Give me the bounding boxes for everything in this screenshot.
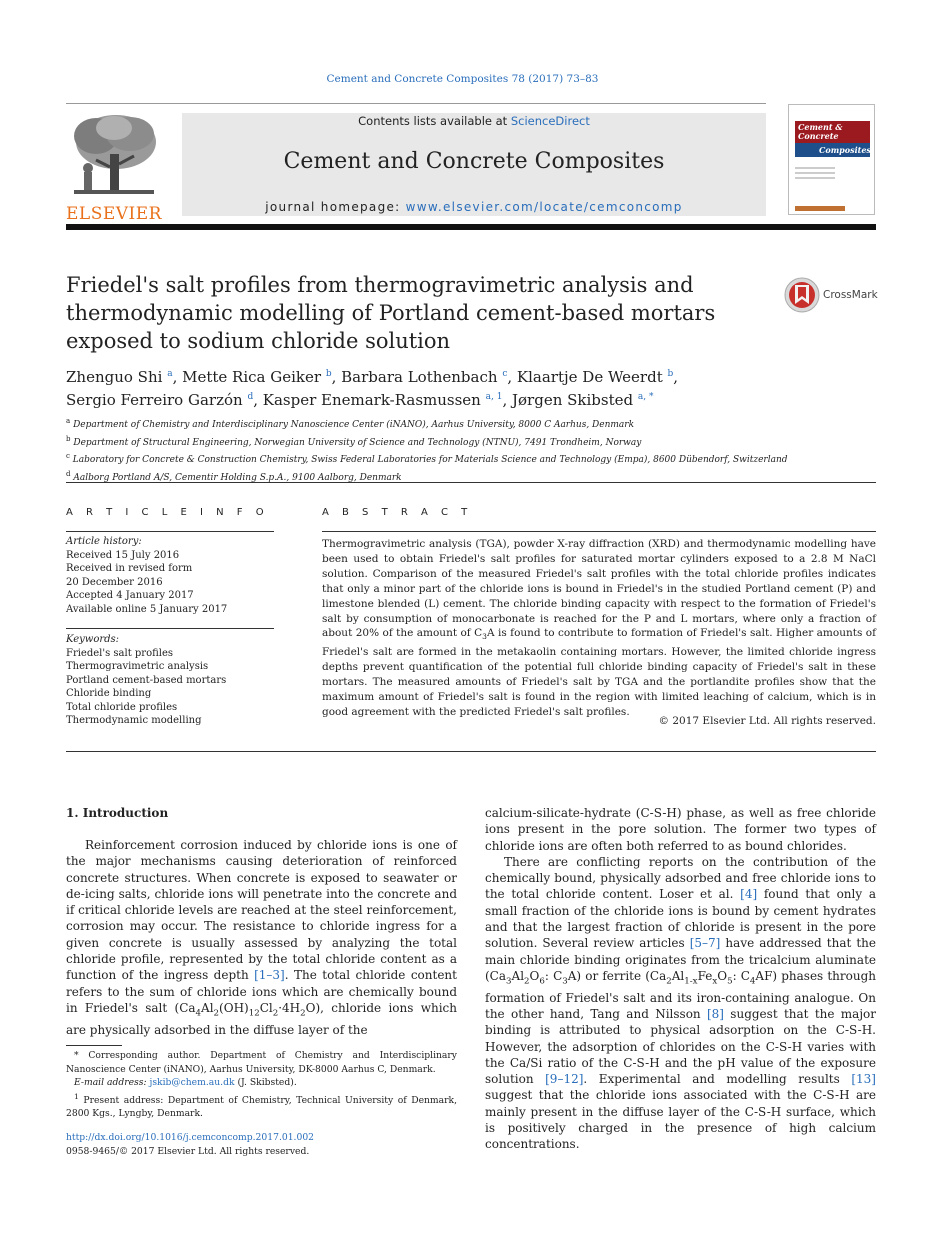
- reference-link[interactable]: [4]: [740, 887, 758, 902]
- history-item: Accepted 4 January 2017: [66, 590, 194, 601]
- doi-link[interactable]: http://dx.doi.org/10.1016/j.cemconcomp.2017.01.002: [66, 1132, 315, 1143]
- reference-link[interactable]: [8]: [706, 1006, 724, 1021]
- cover-footer: [795, 206, 845, 211]
- footnote-divider: [66, 1045, 122, 1046]
- history-label: Article history:: [66, 536, 142, 547]
- contents-prefix: Contents lists available at: [358, 114, 511, 128]
- author[interactable]: Mette Rica Geiker $^b$: [182, 368, 332, 386]
- author-list: Zhenguo Shi $^a$, Mette Rica Geiker $^b$, Barbara Lothenbach $^c$, Klaartje De Weerdt $^b$, Sergio Ferreiro Garzón $^d$, Kasper Enemark-Rasmussen $^{a, 1}$, Jørgen Skibsted $^{a, *}$: [66, 368, 679, 409]
- author[interactable]: Zhenguo Shi $^a$: [66, 368, 173, 386]
- affiliation: $^b$ Department of Structural Engineering, Norwegian University of Science and Technology (NTNU), 7491 Trondheim, Norway: [66, 434, 642, 448]
- history-item: Received in revised form: [66, 563, 193, 574]
- elsevier-logo[interactable]: [66, 112, 162, 224]
- crossmark-badge[interactable]: [784, 277, 879, 313]
- author[interactable]: Klaartje De Weerdt $^b$: [516, 368, 674, 386]
- history-item: 20 December 2016: [66, 576, 163, 588]
- journal-homepage: [182, 200, 766, 214]
- crossmark-label: CrossMark: [823, 289, 878, 301]
- author[interactable]: Jørgen Skibsted $^{a, *}$: [512, 391, 654, 409]
- header-thick-rule: [66, 224, 876, 230]
- affiliation: $^c$ Laboratory for Concrete & Construction Chemistry, Swiss Federal Laboratories for Materials Science and Technology (Empa), 8600 Dübendorf, Switzerland: [66, 452, 788, 465]
- keywords-divider: [66, 628, 274, 629]
- article-title: Friedel's salt profiles from thermogravimetric analysis and thermodynamic modelling of Portland cement-based mortars exposed to sodium chloride solution: [66, 273, 716, 353]
- article-history: [66, 535, 274, 616]
- homepage-link[interactable]: www.elsevier.com/locate/cemconcomp: [405, 200, 683, 214]
- affiliation: $^d$ Aalborg Portland A/S, Cementir Holding S.p.A., 9100 Aalborg, Denmark: [66, 469, 402, 483]
- introduction-heading: 1. Introduction: [66, 806, 169, 820]
- homepage-prefix: journal homepage:: [265, 200, 406, 214]
- keyword: Chloride binding: [66, 688, 152, 699]
- abstract-divider: [322, 531, 876, 532]
- footnotes: [66, 1049, 457, 1121]
- elsevier-wordmark: ELSEVIER: [66, 204, 162, 224]
- keyword: Portland cement-based mortars: [66, 674, 227, 686]
- intro-paragraph: There are conflicting reports on the contribution of the chemically bound, physically adsorbed and free chloride ions to the total chloride content. Loser et al. [4] found that only a small fraction of the chloride ions is bound by cement hydrates and that the largest fraction of chloride is present in the pore solution. Several review articles [5–7] have addressed that the main chloride binding originates from the tricalcium aluminate ($Ca_3Al_2O_6$: $C_3A$) or ferrite ($Ca_2Al_{1-x}Fe_xO_5$: $C_4AF$) phases through formation of Friedel's salt and its iron-containing analogue. On the other hand, Tang and Nilsson [8] suggest that the major binding is attributed to physical adsorption on the C-S-H. However, the adsorption of chlorides on the C-S-H varies with the Ca/Si ratio of the C-S-H and the pH value of the exposure solution [9–12]. Experimental and modelling results [13] suggest that the chloride ions associated with the C-S-H are mainly present in the diffuse layer of the C-S-H surface, which is positively charged in the presence of high calcium concentrations.: [485, 854, 877, 1152]
- cover-subtitle: Composites: [819, 145, 871, 155]
- reference-link[interactable]: [1–3]: [254, 968, 285, 983]
- author[interactable]: Kasper Enemark-Rasmussen $^{a, 1}$: [262, 391, 503, 409]
- crossmark-icon: [784, 277, 820, 313]
- journal-cover-thumbnail[interactable]: [788, 104, 875, 215]
- abstract-heading: A B S T R A C T: [322, 507, 473, 518]
- keyword: Thermogravimetric analysis: [66, 661, 209, 672]
- abstract-text: Thermogravimetric analysis (TGA), powder X-ray diffraction (XRD) and thermodynamic modelling have been used to obtain Friedel's salt profiles for saturated mortar cylinders exposed to a 2.8 M NaCl solution. Comparison of the measured Friedel's salt profiles with the total chloride profiles indicates that only a minor part of the chloride ions is bound in Friedel's in the studied Portland cement (P) and limestone blended (L) cement. The chloride binding capacity with respect to the formation of Friedel's salt by consumption of monocarbonate is reached for the P and L mortars, where only a fraction of about 20% of the amount of $C_3A$ is found to contribute to formation of Friedel's salt. Higher amounts of Friedel's salt are formed in the metakaolin containing mortars. However, the limited chloride ingress depths prevent quantification of the potential full chloride binding capacity of Friedel's salt in these mortars. The measured amounts of Friedel's salt by TGA and the portlandite profiles show that the maximum amount of Friedel's salt is found in the region with limited leaching of calcium, which is in good agreement with the predicted Friedel's salt profiles.: [322, 538, 876, 719]
- journal-banner: [182, 113, 766, 216]
- reference-link[interactable]: [5–7]: [689, 936, 721, 951]
- corresponding-author-note: * Corresponding author. Department of Chemistry and Interdisciplinary Nanoscience Center (iNANO), Aarhus University, DK-8000 Aarhus C, Denmark.: [66, 1050, 457, 1075]
- keyword: Thermodynamic modelling: [66, 715, 202, 726]
- doi-block: [66, 1131, 314, 1158]
- intro-paragraph: Reinforcement corrosion induced by chloride ions is one of the major mechanisms causing deterioration of reinforced concrete structures. When concrete is exposed to seawater or de-icing salts, chloride ions will penetrate into the concrete and if critical chloride levels are reached at the steel reinforcement, corrosion may occur. The resistance to chloride ingress for a given concrete is usually assessed by analyzing the total chloride profile, represented by the total chloride content as a function of the ingress depth [1–3]. The total chloride content refers to the sum of chloride ions which are chemically bound in Friedel's salt $(Ca_4Al_2(OH)_{12}Cl_2\cdot 4H_2O)$, chloride ions which are physically adsorbed in the diffuse layer of the: [66, 838, 457, 1037]
- header-divider: [66, 103, 766, 104]
- cover-title-line-2: Concrete: [798, 131, 839, 141]
- sciencedirect-link[interactable]: ScienceDirect: [510, 114, 590, 128]
- reference-link[interactable]: [13]: [851, 1072, 876, 1087]
- cover-text-lines: [795, 167, 835, 182]
- abstract-copyright: © 2017 Elsevier Ltd. All rights reserved.: [658, 715, 876, 727]
- email-link[interactable]: jskib@chem.au.dk: [149, 1077, 235, 1088]
- keyword: Total chloride profiles: [66, 701, 178, 713]
- journal-citation[interactable]: Cement and Concrete Composites 78 (2017) 73–83: [326, 73, 599, 85]
- author[interactable]: Barbara Lothenbach $^c$: [341, 368, 508, 386]
- elsevier-tree-icon: [66, 112, 160, 200]
- cover-title-line-1: Cement &: [798, 122, 843, 132]
- history-item: Received 15 July 2016: [66, 549, 180, 561]
- journal-title: Cement and Concrete Composites: [283, 149, 665, 174]
- intro-column-left: [66, 837, 457, 1038]
- intro-column-right: [485, 805, 876, 1153]
- affiliations: [66, 415, 876, 485]
- section-divider: [66, 482, 876, 483]
- article-info-divider: [66, 531, 274, 532]
- contents-line: [182, 114, 766, 128]
- reference-link[interactable]: [9–12]: [545, 1072, 584, 1087]
- cover-title: [798, 123, 843, 141]
- present-address-note: $^1$ Present address: Department of Chemistry, Technical University of Denmark, 2800 Kgs., Lyngby, Denmark.: [66, 1091, 457, 1120]
- history-item: Available online 5 January 2017: [66, 603, 228, 615]
- keyword: Friedel's salt profiles: [66, 647, 174, 659]
- affiliation: $^a$ Department of Chemistry and Interdisciplinary Nanoscience Center (iNANO), Aarhus University, 8000 C Aarhus, Denmark: [66, 417, 635, 430]
- keywords-label: Keywords:: [66, 634, 120, 645]
- article-info-heading: A R T I C L E I N F O: [66, 507, 269, 518]
- email-note: E-mail address: jskib@chem.au.dk (J. Skibsted).: [74, 1077, 297, 1088]
- keywords: [66, 633, 274, 728]
- abstract-end-divider: [66, 751, 876, 752]
- author[interactable]: Sergio Ferreiro Garzón $^d$: [66, 391, 254, 409]
- issn-line: 0958-9465/© 2017 Elsevier Ltd. All rights reserved.: [66, 1145, 310, 1157]
- intro-paragraph-continued: calcium-silicate-hydrate (C-S-H) phase, as well as free chloride ions present in the pore solution. The former two types of chloride ions are often both referred to as bound chlorides.: [485, 806, 876, 853]
